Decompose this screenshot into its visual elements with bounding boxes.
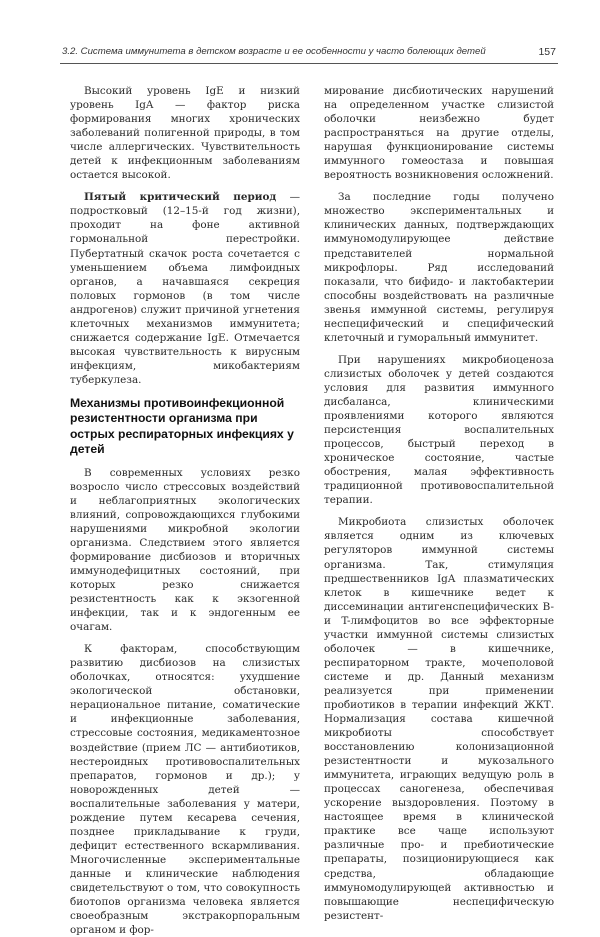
paragraph-text: — подростковый (12–15-й год жизни), проходит на фоне активной гормональной перестройки. Пубертатный скачок роста сочетается с уменьшением объема лимфоидных органов, а начавшаяся секреция половых гормонов (в том числе андрогенов) служит причиной угнетения клеточных механизмов иммунитета; снижается содержание IgE. Отмечается высокая чувствительность к вирусным инфекциям, микобактериям туберкулеза. — [70, 191, 300, 386]
paragraph: За последние годы получено множество экспериментальных и клинических данных, подтверждающих иммуномодулирующее действие представителей нормальной микрофлоры. Ряд исследований показали, что бифидо- и лактобактерии способны воздействовать на различные звенья иммунной системы, регулируя неспецифический и специфический клеточный и гуморальный иммунитет. — [324, 191, 554, 344]
paragraph: При нарушениях микробиоценоза слизистых оболочек у детей создаются условия для развития иммунного дисбаланса, клиническими проявлениями которого являются персистенция воспалительных процессов, быстрый переход в хроническое состояние, частые обострения, малая эффективность традиционной противовоспалительной терапии. — [324, 353, 554, 507]
page-number: 157 — [538, 46, 556, 58]
section-heading: Механизмы противоинфекционной резистентности организма при острых респираторных инфекциях у детей — [70, 395, 294, 457]
right-column — [324, 84, 554, 923]
paragraph — [70, 190, 300, 387]
paragraph-lead: Пятый критический период — [84, 191, 277, 204]
header-rule — [60, 63, 558, 64]
left-column — [70, 84, 300, 937]
paragraph: В современных условиях резко возросло число стрессовых воздействий и неблагоприятных экологических влияний, сопровождающихся глубокими нарушениями микробной экологии организма. Следствием этого является формирование дисбиозов и вторичных иммунодефицитных состояний, при которых резко снижается резистентность как к экзогенной инфекции, так и к эндогенным ее очагам. — [70, 466, 300, 634]
paragraph: мирование дисбиотических нарушений на определенном участке слизистой оболочки неизбежно будет распространяться на другие отделы, нарушая функционирование системы иммунного гомеостаза и повышая вероятность возникновения осложнений. — [324, 85, 554, 182]
paragraph: Высокий уровень IgE и низкий уровень IgA — фактор риска формирования многих хронических заболеваний полигенной природы, в том числе аллергических. Чувствительность детей к инфекционным заболеваниям остается высокой. — [70, 85, 300, 182]
paragraph: Микробиота слизистых оболочек является одним из ключевых регуляторов иммунной системы организма. Так, стимуляция предшественников IgA плазматических клеток в кишечнике ведет к диссеминации антигенспецифических B- и T-лимфоцитов во все эффекторные участки иммунной системы слизистых оболочек — в кишечнике, респираторном тракте, мочеполовой системе и др. Данный механизм реализуется при применении пробиотиков в терапии инфекций ЖКТ. Нормализация состава кишечной микробиоты способствует восстановлению колонизационной резистентности и мукозального иммунитета, играющих ведущую роль в процессах саногенеза, обеспечивая ускорение выздоровления. Поэтому в настоящее время в клинической практике все чаще используют различные про- и пребиотические препараты, позиционирующиеся как средства, обладающие иммуномодулирующей активностью и повышающие неспецифическую резистент- — [324, 516, 554, 922]
paragraph: К факторам, способствующим развитию дисбиозов на слизистых оболочках, относятся: ухудшение экологической обстановки, нерациональное питание, соматические и инфекционные заболевания, стрессовые состояния, медикаментозное воздействие (прием ЛС — антибиотиков, нестероидных противовоспалительных препаратов, гормонов и др.); у новорожденных детей — воспалительные заболевания у матери, рождение путем кесарева сечения, позднее прикладывание к груди, дефицит естественного вскармливания. Многочисленные экспериментальные данные и клинические наблюдения свидетельствуют о том, что совокупность биотопов организма человека является своеобразным экстракорпоральным органом и фор- — [70, 643, 300, 937]
running-header-title: 3.2. Система иммунитета в детском возрасте и ее особенности у часто болеющих детей — [62, 46, 486, 57]
running-header — [60, 42, 558, 60]
